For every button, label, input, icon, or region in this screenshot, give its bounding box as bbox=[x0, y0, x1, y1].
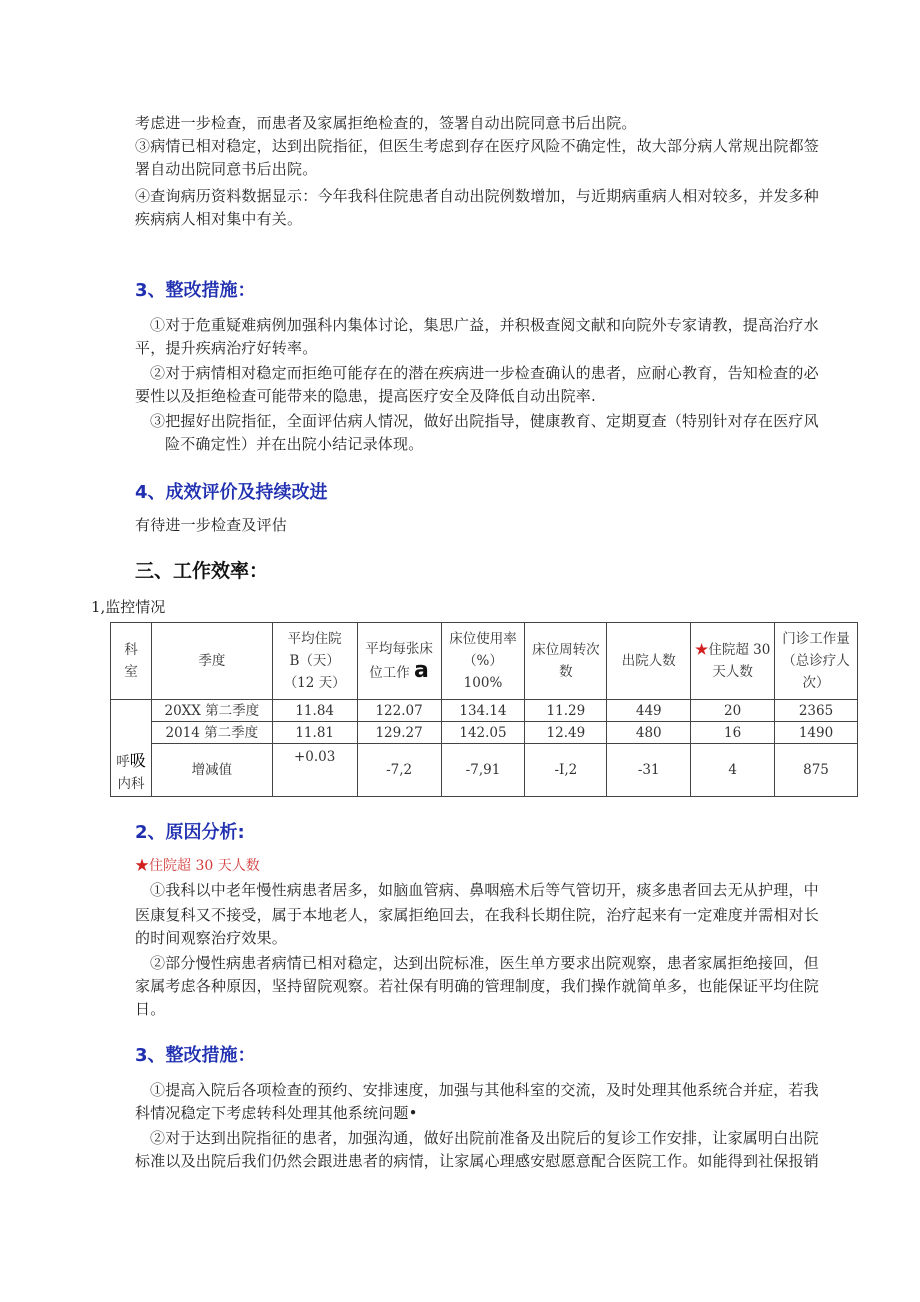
section-heading-efficiency: 三、工作效率： bbox=[135, 560, 269, 582]
paragraph-line: 疾病病人相对集中有关。 bbox=[135, 210, 303, 228]
header-avg-stay: 平均住院 B（天） （12 天） bbox=[272, 623, 357, 700]
paragraph-line: ②部分慢性病患者病情已相对稳定，达到出院标准，医生单方要求出院观察，患者家属拒绝接回，但 bbox=[150, 954, 819, 972]
header-season: 季度 bbox=[151, 623, 272, 700]
section-heading-rectification: 3、整改措施： bbox=[135, 280, 256, 301]
monitor-label: 1,监控情况 bbox=[91, 598, 166, 616]
paragraph-line: 有待进一步检查及评估 bbox=[135, 516, 288, 534]
header-bed-turnover: 床位周转次 数 bbox=[525, 623, 607, 700]
paragraph-line: ②对于达到出院指征的患者，加强沟通，做好出院前准备及出院后的复诊工作安排，让家属明白出院 bbox=[150, 1129, 819, 1147]
table-header-row bbox=[111, 623, 858, 700]
section-heading-evaluation: 4、成效评价及持续改进 bbox=[135, 482, 328, 503]
star-label: ★住院超 30 天人数 bbox=[135, 858, 260, 874]
star-icon: ★ bbox=[135, 858, 149, 874]
paragraph-line: 家属考虑各种原因，坚持留院观察。若社保有明确的管理制度，我们操作就简单多，也能保证平均住院 bbox=[135, 977, 820, 995]
table-row: 20XX 第二季度 11.84 122.07 134.14 11.29 449 20 2365 bbox=[111, 700, 858, 722]
paragraph-line: ①对于危重疑难病例加强科内集体讨论，集思广益，并积极查阅文献和向院外专家请教，提高治疗水 bbox=[150, 316, 819, 334]
paragraph-line: 署自动出院同意书后出院。 bbox=[135, 160, 318, 178]
paragraph-line: ③把握好出院指征，全面评估病人情况，做好出院指导，健康教育、定期夏查（特别针对存在医疗风 bbox=[150, 412, 819, 430]
monitor-table bbox=[110, 622, 858, 797]
header-outpatient: 门诊工作量 （总诊疗人 次） bbox=[775, 623, 858, 700]
paragraph-line: 标准以及出院后我们仍然会跟进患者的病情，让家属心理感安慰愿意配合医院工作。如能得到社保报销 bbox=[135, 1152, 820, 1170]
paragraph-line: ①我科以中老年慢性病患者居多，如脑血管病、鼻咽癌术后等气管切开，痰多患者回去无从护理，中 bbox=[150, 881, 819, 899]
paragraph-line: 日。 bbox=[135, 1000, 166, 1018]
paragraph-line: ④查询病历资料数据显示：今年我科住院患者自动出院例数增加，与近期病重病人相对较多，并发多种 bbox=[135, 187, 820, 205]
table-row: 2014 第二季度 11.81 129.27 142.05 12.49 480 16 1490 bbox=[111, 722, 858, 744]
paragraph-line: 考虑进一步检查，而患者及家属拒绝检查的，签署自动出院同意书后出院。 bbox=[135, 114, 637, 132]
paragraph-line: ①提高入院后各项检查的预约、安排速度，加强与其他科室的交流，及时处理其他系统合并症，若我 bbox=[150, 1081, 819, 1099]
section-heading-rectification-2: 3、整改措施： bbox=[135, 1045, 256, 1066]
header-dept: 科 室 bbox=[111, 623, 152, 700]
paragraph-line: 的时间观察治疗效果。 bbox=[135, 929, 288, 947]
header-bed-use: 床位使用率 （%） 100% bbox=[441, 623, 525, 700]
table-row-delta: 呼吸 内科 增减值 +0.03 -7,2 -7,91 -I,2 -31 4 875 bbox=[111, 744, 858, 797]
paragraph-line: 要性以及拒绝检查可能带来的隐患，提高医疗安全及降低自动出院率. bbox=[135, 387, 596, 405]
header-discharged: 出院人数 bbox=[607, 623, 691, 700]
dept-cell bbox=[111, 722, 152, 744]
paragraph-line: 医康复科又不接受，属于本地老人，家属拒绝回去，在我科长期住院，治疗起来有一定难度并需相对长 bbox=[135, 906, 820, 924]
paragraph-line: 科情况稳定下考虑转科处理其他系统问题• bbox=[135, 1104, 418, 1122]
paragraph-line: ③病情已相对稳定，达到出院指征，但医生考虑到存在医疗风险不确定性，故大部分病人常规出院都签 bbox=[135, 137, 820, 155]
paragraph-line: 险不确定性）并在出院小结记录体现。 bbox=[165, 435, 424, 453]
section-heading-cause: 2、原因分析: bbox=[135, 822, 245, 843]
dept-cell bbox=[111, 700, 152, 722]
dept-name-cell: 呼吸 内科 bbox=[111, 744, 152, 797]
header-avg-bed-work: 平均每张床 位工作 a bbox=[357, 623, 441, 700]
header-over30: ★住院超 30 天人数 bbox=[691, 623, 775, 700]
paragraph-line: ②对于病情相对稳定而拒绝可能存在的潜在疾病进一步检查确认的患者，应耐心教育，告知检查的必 bbox=[150, 364, 819, 382]
star-icon: ★ bbox=[694, 642, 709, 658]
paragraph-line: 平，提升疾病治疗好转率。 bbox=[135, 339, 318, 357]
